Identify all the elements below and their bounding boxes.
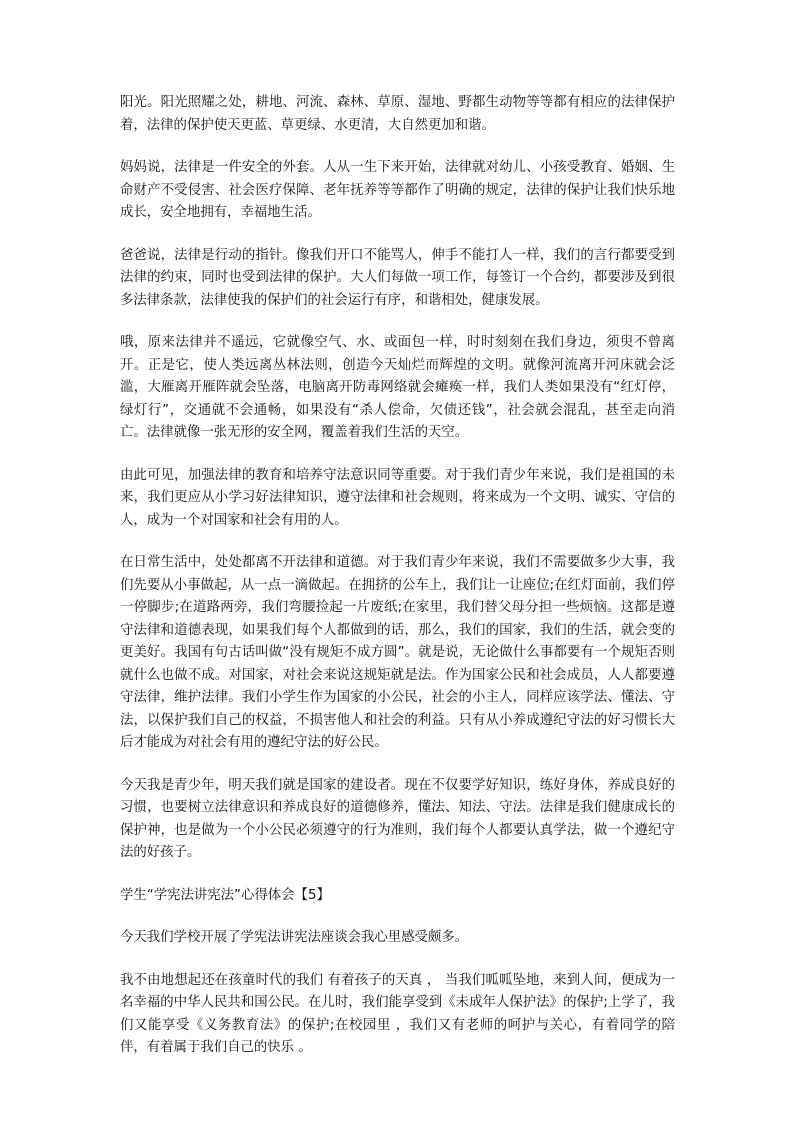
paragraph-education: 由此可见，加强法律的教育和培养守法意识同等重要。对于我们青少年来说，我们是祖国的未来，我们更应从小学习好法律知识，遵守法律和社会规则，将来成为一个文明、诚实、守信的人，成为一个对国家和社会有用的人。 [120, 467, 675, 528]
paragraph-mother: 妈妈说，法律是一件安全的外套。人从一生下来开始，法律就对幼儿、小孩受教育、婚姻、生命财产不受侵害、社会医疗保障、老年抚养等等都作了明确的规定，法律的保护让我们快乐地成长，安全地拥有，幸福地生活。 [120, 160, 675, 220]
paragraph-father: 爸爸说，法律是行动的指针。像我们开口不能骂人，伸手不能打人一样，我们的言行都要受到法律的约束，同时也受到法律的保护。大人们每做一项工作，每签订一个合约，都要涉及到很多法律条款，法律使我的保护们的社会运行有序，和谐相处，健康发展。 [120, 247, 675, 308]
paragraph-law-everywhere: 哦，原来法律并不遥远，它就像空气、水、或面包一样，时时刻刻在我们身边，须臾不曾离开。正是它，使人类远离丛林法则，创造今天灿烂而辉煌的文明。就像河流离开河床就会泛滥，大雁离开雁阵就会坠落，电脑离开防毒网络就会瘫痪一样，我们人类如果没有“红灯停，绿灯行”，交通就不会通畅，如果没有“杀人偿命，欠债还钱”，社会就会混乱，甚至走向消亡。法律就像一张无形的安全网，覆盖着我们生活的天空。 [120, 335, 675, 440]
paragraph-childhood: 我不由地想起还在孩童时代的我们 有着孩子的天真 ， 当我们呱呱坠地，来到人间，便成为一名幸福的中华人民共和国公民。在儿时，我们能享受到《未成年人保护法》的保护;上学了，我们又能享受《义务教育法》的保护;在校园里 ，我们又有老师的呵护与关心，有着同学的陪伴，有着属于我们自己的快乐 。 [120, 972, 675, 1055]
paragraph-school-event: 今天我们学校开展了学宪法讲宪法座谈会我心里感受颇多。 [120, 930, 469, 945]
paragraph-sunshine: 阳光。阳光照耀之处，耕地、河流、森林、草原、湿地、野都生动物等等都有相应的法律保护着，法律的保护使天更蓝、草更绿、水更清，大自然更加和谐。 [120, 95, 675, 133]
document-page [120, 92, 675, 1080]
paragraph-daily-life: 在日常生活中，处处都离不开法律和道德。对于我们青少年来说，我们不需要做多少大事，我们先要从小事做起，从一点一滴做起。在拥挤的公车上，我们让一让座位;在红灯面前，我们停一停脚步;在道路两旁，我们弯腰捡起一片废纸;在家里，我们替父母分担一些烦恼。这都是遵守法律和道德表现，如果我们每个人都做到的话，那么，我们的国家，我们的生活，就会变的更美好。我国有句古话叫做“没有规矩不成方圆”。就是说，无论做什么事都要有一个规矩否则就什么也做不成。对国家，对社会来说这规矩就是法。作为国家公民和社会成员，人人都要遵守法律，维护法律。我们小学生作为国家的小公民，社会的小主人，同样应该学法、懂法、守法，以保护我们自己的权益，不损害他人和社会的利益。只有从小养成遵纪守法的好习惯长大后才能成为对社会有用的遵纪守法的好公民。 [120, 555, 675, 750]
paragraph-youth: 今天我是青少年，明天我们就是国家的建设者。现在不仅要学好知识，练好身体，养成良好的习惯，也要树立法律意识和养成良好的道德修养，懂法、知法、守法。法律是我们健康成长的保护神，也是做为一个小公民必须遵守的行为准则，我们每个人都要认真学法，做一个遵纪守法的好孩子。 [120, 777, 675, 860]
section-heading: 学生“学宪法讲宪法”心得体会【5】 [120, 887, 330, 903]
